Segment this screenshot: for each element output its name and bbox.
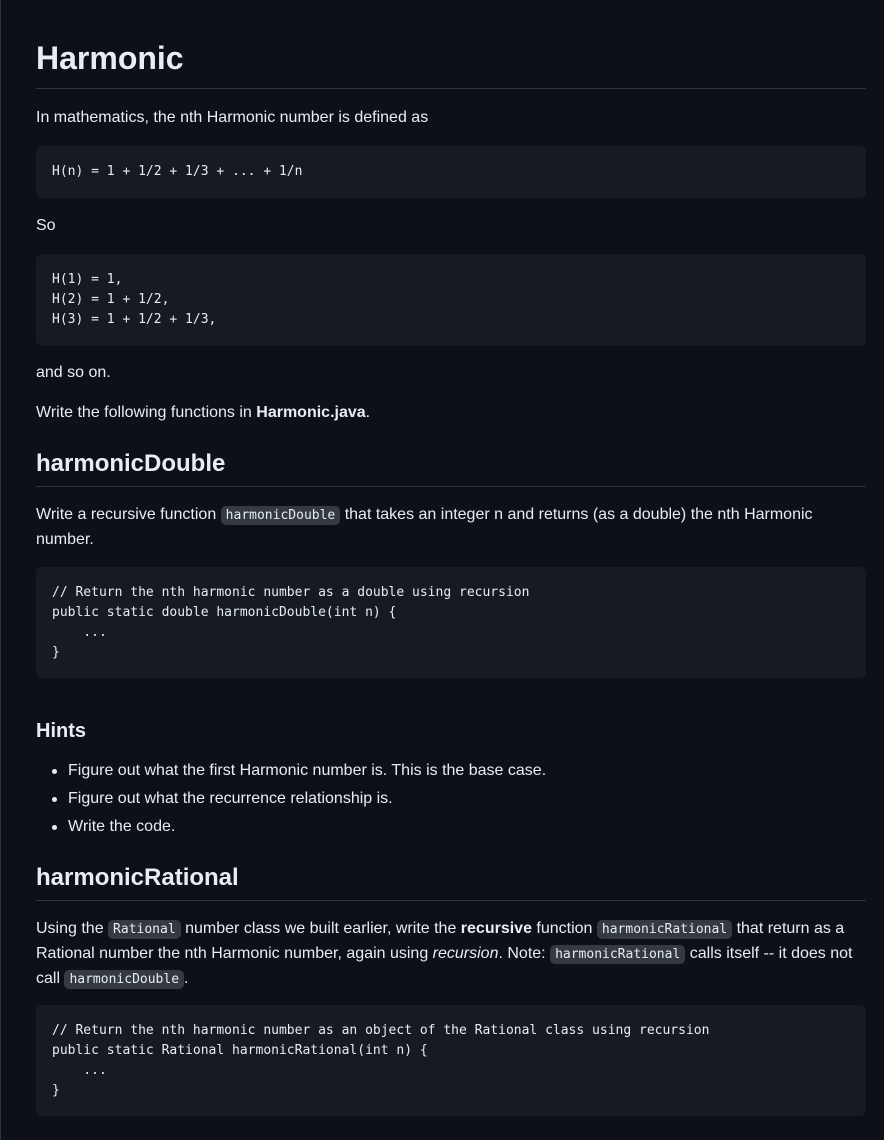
write-following-paragraph — [36, 401, 866, 425]
hints-heading: Hints — [36, 720, 86, 742]
intro-paragraph: In mathematics, the nth Harmonic number is defined as — [36, 109, 429, 126]
hr-text: . — [184, 970, 189, 987]
file-name: Harmonic.java — [256, 404, 366, 421]
list-item: Figure out what the recurrence relationship is. — [36, 787, 546, 815]
harmonic-double-inline-code: harmonicDouble — [64, 970, 184, 989]
harmonic-double-code-block: // Return the nth harmonic number as a double using recursion public static double harmonicDouble(int n) { ... } — [36, 567, 866, 678]
write-following-end: . — [365, 404, 371, 421]
recursive-bold: recursive — [460, 920, 532, 937]
hr-text: function — [531, 920, 597, 937]
list-item: Figure out what the first Harmonic number is. This is the base case. — [36, 759, 546, 787]
and-so-on-paragraph: and so on. — [36, 364, 111, 381]
harmonic-double-heading: harmonicDouble — [36, 449, 866, 487]
list-item: Write the code. — [36, 815, 546, 843]
examples-code-block: H(1) = 1, H(2) = 1 + 1/2, H(3) = 1 + 1/2 + 1/3, — [36, 254, 866, 346]
hd-desc-text: Write a recursive function — [36, 506, 221, 523]
harmonic-rational-heading: harmonicRational — [36, 863, 866, 901]
hr-text: number class we built earlier, write the — [180, 920, 461, 937]
hr-text: calls itself -- it does not call — [36, 945, 853, 987]
hr-text: . Note: — [498, 945, 551, 962]
harmonic-double-description — [36, 503, 866, 552]
rational-inline-code: Rational — [108, 920, 181, 939]
write-following-text: Write the following functions in — [36, 404, 257, 421]
hd-desc-text-end: that takes an integer n and returns (as a double) the nth Harmonic number. — [36, 506, 813, 548]
hints-list — [36, 759, 546, 843]
harmonic-rational-inline-code: harmonicRational — [550, 945, 685, 964]
harmonic-rational-inline-code: harmonicRational — [597, 920, 732, 939]
harmonic-rational-description — [36, 917, 866, 992]
hr-text: that return as a Rational number the nth Harmonic number, again using — [36, 920, 845, 962]
so-paragraph: So — [36, 217, 56, 234]
recursion-italic: recursion — [432, 945, 499, 962]
page-title: Harmonic — [36, 38, 866, 89]
definition-code-block: H(n) = 1 + 1/2 + 1/3 + ... + 1/n — [36, 146, 866, 198]
harmonic-rational-code-block: // Return the nth harmonic number as an object of the Rational class using recursion public static Rational harmonicRational(int n) { ... } — [36, 1005, 866, 1116]
hd-inline-code: harmonicDouble — [221, 506, 341, 525]
hr-text: Using the — [36, 920, 109, 937]
